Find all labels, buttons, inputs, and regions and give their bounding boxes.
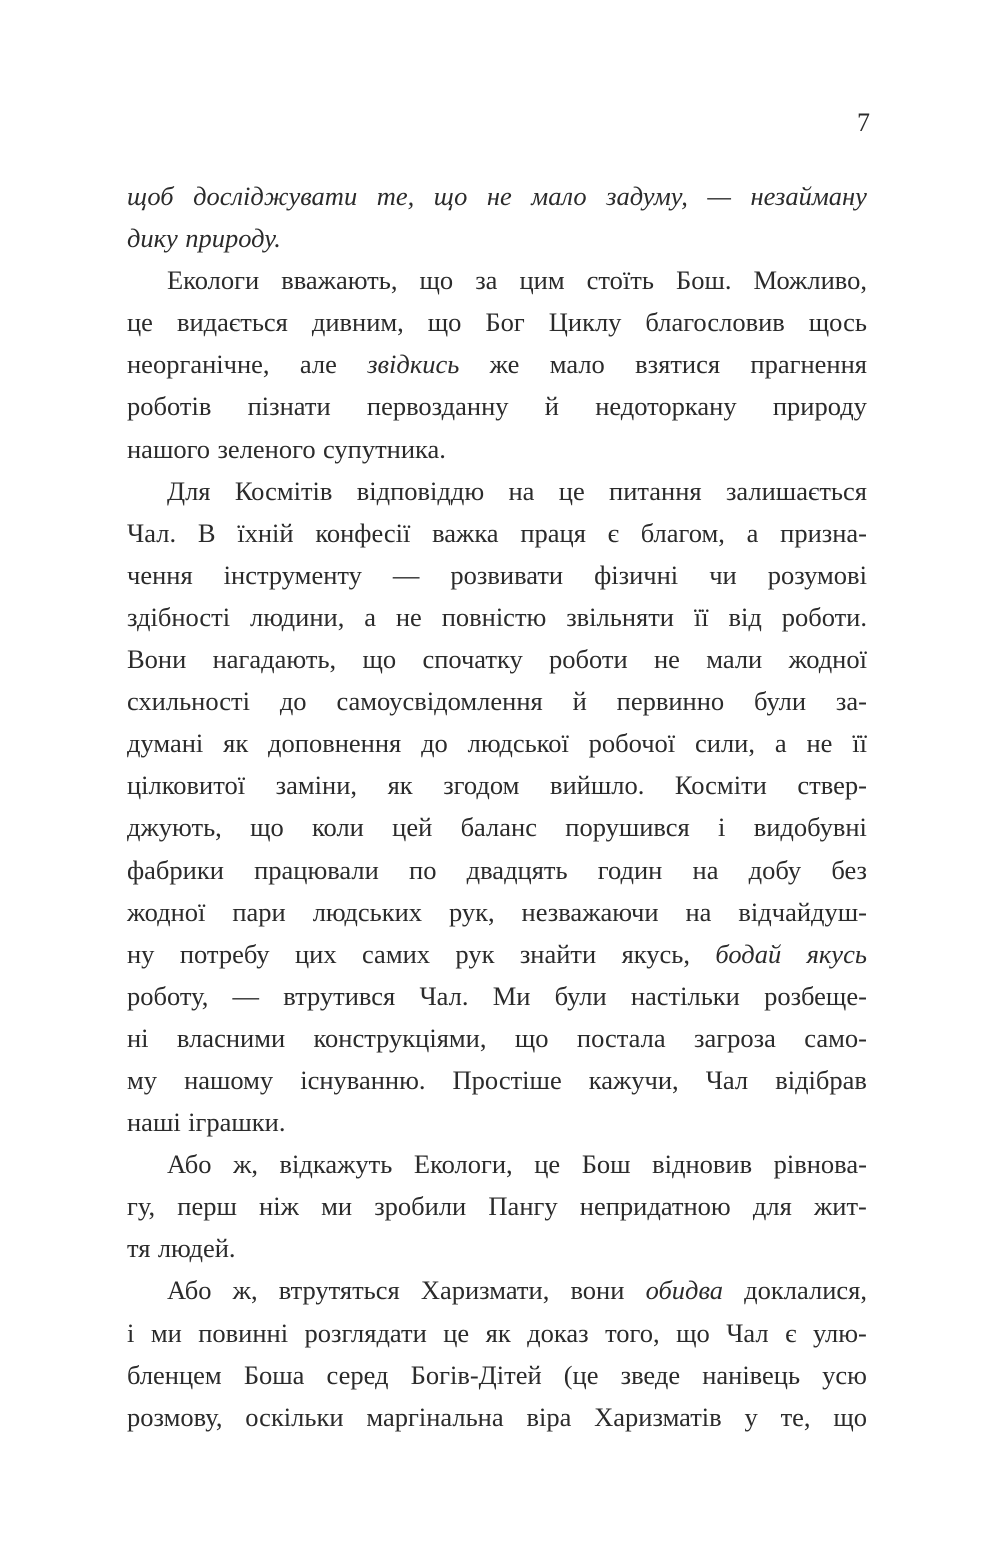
- word: заміни,: [275, 770, 358, 801]
- word: були: [754, 686, 807, 717]
- word: по: [409, 854, 437, 885]
- text-line: [127, 428, 867, 470]
- word: нанівець: [702, 1359, 801, 1390]
- word: Бош.: [676, 265, 732, 296]
- word: як: [387, 770, 413, 801]
- word: баланс: [460, 812, 537, 843]
- word: прагнення: [750, 349, 867, 380]
- word: улю-: [812, 1317, 867, 1348]
- word: їхній: [237, 517, 294, 548]
- word: недоторкану: [595, 391, 737, 422]
- text-line: [127, 175, 867, 217]
- word: жодної: [127, 896, 206, 927]
- word: це: [558, 475, 585, 506]
- word: Простіше: [452, 1064, 562, 1095]
- page-number: 7: [857, 108, 870, 137]
- italic-word: не: [486, 181, 512, 211]
- text-line: [127, 217, 867, 259]
- word: зеленого: [217, 433, 316, 464]
- text-line: [127, 680, 867, 722]
- word: розвивати: [450, 559, 564, 590]
- word: самоусвідомлення: [336, 686, 543, 717]
- word: не: [395, 601, 422, 632]
- word: маргінальна: [366, 1401, 504, 1432]
- word: первозданну: [366, 391, 509, 422]
- word: відкажуть: [279, 1149, 393, 1180]
- word: роботи: [549, 644, 628, 675]
- word: нашому: [184, 1064, 274, 1095]
- italic-word: задуму,: [606, 181, 688, 211]
- word: й: [544, 391, 559, 422]
- word: ж,: [233, 1149, 258, 1180]
- word: і: [127, 1317, 135, 1348]
- text-line: [127, 1354, 867, 1396]
- word: працювали: [254, 854, 379, 885]
- word: природу: [772, 391, 867, 422]
- word: а: [746, 517, 759, 548]
- word: гу,: [127, 1191, 156, 1222]
- word: і: [718, 812, 726, 843]
- word: оскільки: [245, 1401, 344, 1432]
- text-line: [127, 764, 867, 806]
- word: перш: [177, 1191, 237, 1222]
- word: Чал: [726, 1317, 769, 1348]
- word: дивним,: [311, 307, 404, 338]
- word: розумові: [767, 559, 867, 590]
- word: втрутяться: [278, 1275, 400, 1306]
- word: джують,: [127, 812, 222, 843]
- italic-word: обидва: [645, 1275, 724, 1306]
- word: Бог: [485, 307, 525, 338]
- word: Екологи,: [413, 1149, 513, 1180]
- word: двадцять: [466, 854, 568, 885]
- word: є: [607, 517, 619, 548]
- word: нашого: [127, 433, 211, 464]
- word: що: [427, 307, 462, 338]
- italic-word: звідкись: [367, 349, 460, 380]
- word: добу: [748, 854, 802, 885]
- word: Ми: [492, 980, 531, 1011]
- word: ми: [321, 1191, 353, 1222]
- word: власними: [176, 1022, 286, 1053]
- word: пізнати: [247, 391, 331, 422]
- word: серед: [326, 1359, 389, 1390]
- text-line: [127, 933, 867, 975]
- word: звільняти: [566, 601, 674, 632]
- word: —: [232, 980, 260, 1011]
- word: але: [299, 349, 337, 380]
- word: годин: [597, 854, 663, 885]
- word: вони: [570, 1275, 625, 1306]
- italic-word: дику: [127, 223, 178, 254]
- word: нагадають,: [212, 644, 337, 675]
- italic-word: щоб: [127, 181, 174, 211]
- word: конфесії: [315, 517, 411, 548]
- word: як: [223, 728, 249, 759]
- word: на: [692, 854, 719, 885]
- word: а: [774, 728, 787, 759]
- italic-word: незайману: [750, 181, 867, 211]
- text-line: [127, 722, 867, 764]
- word: до: [421, 728, 448, 759]
- word: призна-: [780, 517, 867, 548]
- word: спочатку: [422, 644, 523, 675]
- word: схильності: [127, 686, 250, 717]
- word: що: [514, 1022, 549, 1053]
- word: відібрав: [775, 1064, 867, 1095]
- word: є: [785, 1317, 797, 1348]
- word: цим: [519, 265, 565, 296]
- word: ми: [150, 1317, 182, 1348]
- word: видається: [176, 307, 288, 338]
- word: відчайдуш-: [738, 896, 867, 927]
- word: цей: [392, 812, 433, 843]
- word: же: [489, 349, 520, 380]
- word: ж,: [232, 1275, 258, 1306]
- word: ну: [127, 938, 155, 969]
- word: Для: [167, 475, 211, 506]
- text-line: [127, 975, 867, 1017]
- word: Космітів: [234, 475, 333, 506]
- word: Богів-Дітей: [410, 1359, 542, 1390]
- word: згодом: [443, 770, 520, 801]
- word: супутника.: [322, 433, 446, 464]
- word: її: [852, 728, 867, 759]
- word: взятися: [635, 349, 721, 380]
- word: В: [197, 517, 216, 548]
- word: видобувні: [753, 812, 867, 843]
- word: людських: [312, 896, 422, 927]
- word: робочої: [588, 728, 676, 759]
- word: —: [392, 559, 420, 590]
- paragraph: [127, 175, 867, 259]
- word: Харизмати,: [420, 1275, 550, 1306]
- word: рівнова-: [773, 1149, 867, 1180]
- word: якусь,: [621, 938, 691, 969]
- word: ствер-: [797, 770, 867, 801]
- word: жит-: [813, 1191, 867, 1222]
- text-line: [127, 343, 867, 385]
- italic-word: бодай: [715, 938, 782, 969]
- word: це: [534, 1149, 561, 1180]
- word: для: [752, 1191, 792, 1222]
- word: важка: [432, 517, 499, 548]
- word: роботу,: [127, 980, 209, 1011]
- word: що: [676, 1317, 710, 1348]
- word: що: [833, 1401, 867, 1432]
- word: що: [362, 644, 397, 675]
- word: думані: [127, 728, 204, 759]
- word: без: [831, 854, 867, 885]
- word: до: [279, 686, 307, 717]
- word: не: [653, 644, 680, 675]
- word: роботи.: [781, 601, 867, 632]
- word: самих: [361, 938, 431, 969]
- word: доклалися,: [744, 1275, 867, 1306]
- word: здібності: [127, 601, 231, 632]
- word: Боша: [243, 1359, 305, 1390]
- word: вважають,: [281, 265, 398, 296]
- word: чення: [127, 559, 193, 590]
- word: на: [685, 896, 712, 927]
- italic-word: —: [707, 181, 731, 211]
- word: ніж: [259, 1191, 299, 1222]
- word: фабрики: [127, 854, 224, 885]
- text-line: [127, 1101, 867, 1143]
- word: доказ: [527, 1317, 589, 1348]
- word: вийшло.: [549, 770, 645, 801]
- word: були: [554, 980, 607, 1011]
- word: іграшки.: [188, 1107, 286, 1138]
- word: пари: [232, 896, 286, 927]
- word: зробили: [374, 1191, 467, 1222]
- text-line: [127, 891, 867, 933]
- word: це: [443, 1317, 470, 1348]
- word: знайти: [519, 938, 597, 969]
- word: мали: [706, 644, 763, 675]
- text-line: [127, 554, 867, 596]
- word: фізичні: [594, 559, 679, 590]
- word: потребу: [179, 938, 270, 969]
- italic-word: якусь: [806, 938, 867, 969]
- word: Циклу: [548, 307, 622, 338]
- word: й: [572, 686, 587, 717]
- word: ні: [127, 1022, 149, 1053]
- text-line: [127, 1312, 867, 1354]
- word: кажучи,: [588, 1064, 679, 1095]
- word: непридатною: [579, 1191, 731, 1222]
- word: незважаючи: [521, 896, 659, 927]
- text-line: [127, 849, 867, 891]
- word: рук: [455, 938, 495, 969]
- word: втрутився: [283, 980, 396, 1011]
- text-line: [127, 1227, 867, 1269]
- text-line: [127, 470, 867, 512]
- italic-word: природу.: [185, 223, 281, 254]
- word: Вони: [127, 644, 187, 675]
- paragraph: [127, 470, 867, 1144]
- word: людини,: [250, 601, 345, 632]
- word: роботів: [127, 391, 212, 422]
- word: постала: [576, 1022, 666, 1053]
- word: як: [485, 1317, 511, 1348]
- word: інструменту: [223, 559, 362, 590]
- word: первинно: [616, 686, 725, 717]
- word: відповіддю: [356, 475, 485, 506]
- word: від: [728, 601, 762, 632]
- word: питання: [609, 475, 702, 506]
- word: му: [127, 1064, 158, 1095]
- text-line: [127, 301, 867, 343]
- word: Косміти: [674, 770, 767, 801]
- word: Або: [167, 1149, 212, 1180]
- word: бленцем: [127, 1359, 222, 1390]
- word: те,: [780, 1401, 811, 1432]
- word: залишається: [725, 475, 867, 506]
- word: коли: [312, 812, 364, 843]
- word: само-: [804, 1022, 867, 1053]
- text-line: [127, 806, 867, 848]
- word: того,: [605, 1317, 660, 1348]
- word: повинні: [198, 1317, 289, 1348]
- word: (це: [563, 1359, 599, 1390]
- italic-word: що: [433, 181, 468, 211]
- word: за-: [835, 686, 867, 717]
- body-text: [127, 175, 867, 1438]
- word: Харизматів: [594, 1401, 722, 1432]
- word: конструкціями,: [313, 1022, 487, 1053]
- word: зведе: [620, 1359, 681, 1390]
- word: сили,: [695, 728, 755, 759]
- word: благословив: [645, 307, 785, 338]
- word: неорганічне,: [127, 349, 270, 380]
- word: це: [127, 307, 153, 338]
- text-line: [127, 596, 867, 638]
- word: праця: [520, 517, 586, 548]
- word: благом,: [640, 517, 725, 548]
- italic-word: досліджувати: [193, 181, 358, 211]
- paragraph: [127, 1143, 867, 1269]
- word: настільки: [630, 980, 740, 1011]
- paragraph: [127, 259, 867, 469]
- word: відновив: [652, 1149, 753, 1180]
- word: Чал.: [127, 517, 177, 548]
- text-line: [127, 1269, 867, 1311]
- word: існуванню.: [300, 1064, 426, 1095]
- word: людської: [467, 728, 569, 759]
- text-line: [127, 1017, 867, 1059]
- word: розмову,: [127, 1401, 223, 1432]
- text-line: [127, 1185, 867, 1227]
- word: на: [508, 475, 535, 506]
- text-line: [127, 1143, 867, 1185]
- word: повністю: [441, 601, 547, 632]
- word: тя: [127, 1233, 151, 1264]
- word: наші: [127, 1107, 181, 1138]
- word: Або: [167, 1275, 212, 1306]
- text-line: [127, 512, 867, 554]
- word: щось: [808, 307, 867, 338]
- word: Чал.: [419, 980, 469, 1011]
- word: Екологи: [167, 265, 260, 296]
- word: жодної: [788, 644, 867, 675]
- word: у: [744, 1401, 758, 1432]
- word: Бош: [581, 1149, 631, 1180]
- word: розбеще-: [764, 980, 867, 1011]
- text-line: [127, 259, 867, 301]
- word: цих: [294, 938, 337, 969]
- word: за: [475, 265, 498, 296]
- word: загроза: [694, 1022, 776, 1053]
- word: чи: [709, 559, 737, 590]
- word: доповнення: [268, 728, 402, 759]
- word: порушився: [565, 812, 690, 843]
- italic-word: мало: [531, 181, 587, 211]
- word: мало: [549, 349, 605, 380]
- word: що: [250, 812, 284, 843]
- word: її: [693, 601, 709, 632]
- paragraph: [127, 1269, 867, 1437]
- word: Чал: [705, 1064, 749, 1095]
- word: цілковитої: [127, 770, 246, 801]
- text-line: [127, 638, 867, 680]
- text-line: [127, 1059, 867, 1101]
- text-line: [127, 1396, 867, 1438]
- word: розглядати: [304, 1317, 427, 1348]
- word: а: [364, 601, 376, 632]
- word: усю: [822, 1359, 867, 1390]
- word: рук,: [448, 896, 495, 927]
- word: людей.: [157, 1233, 236, 1264]
- word: що: [419, 265, 454, 296]
- text-line: [127, 385, 867, 427]
- word: Пангу: [488, 1191, 558, 1222]
- italic-word: те,: [376, 181, 415, 211]
- word: стоїть: [586, 265, 654, 296]
- word: Можливо,: [753, 265, 867, 296]
- word: не: [806, 728, 833, 759]
- word: віра: [526, 1401, 572, 1432]
